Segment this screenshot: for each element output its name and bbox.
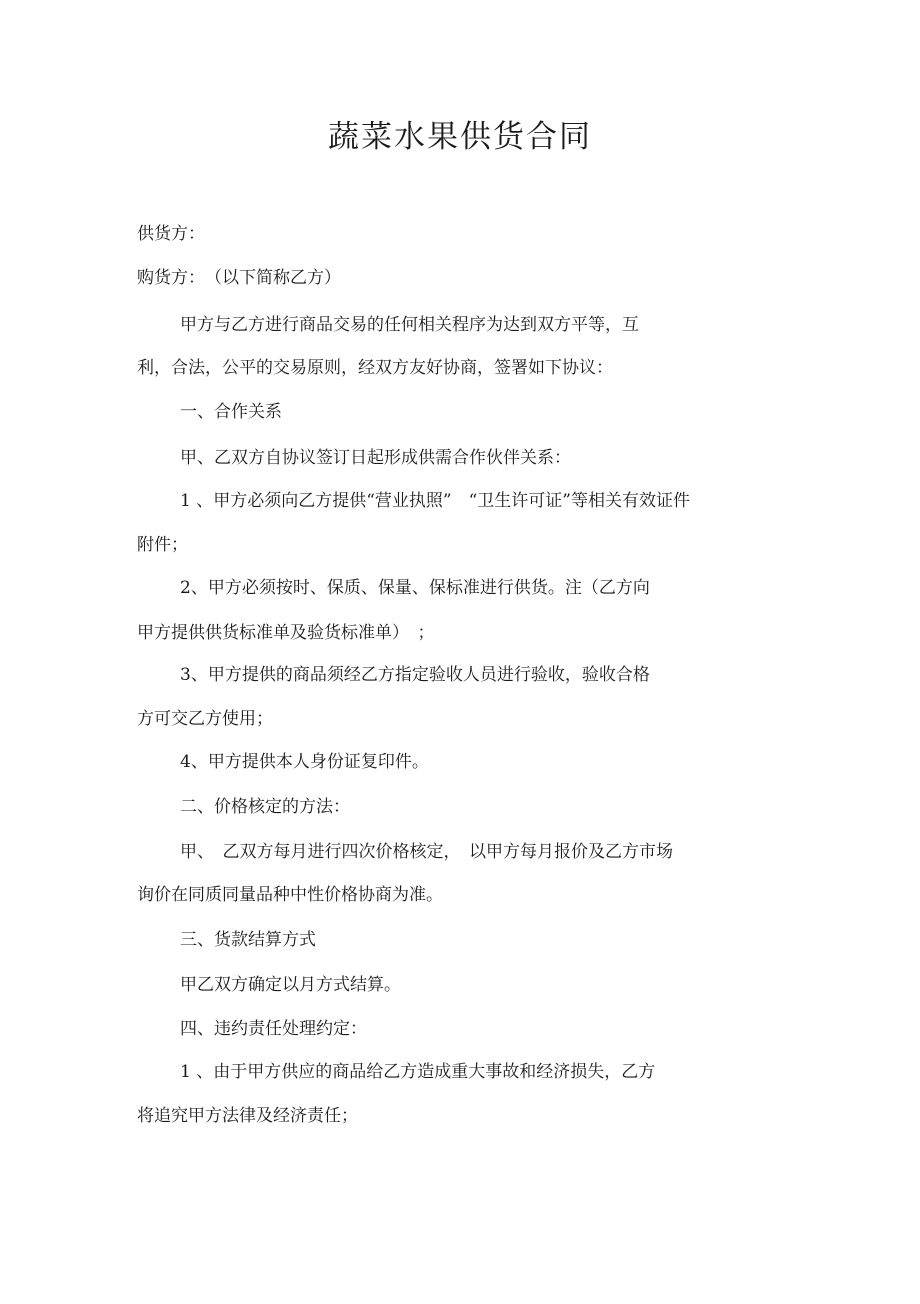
section-heading-3: 三、货款结算方式: [180, 930, 316, 950]
price-line-1: 甲、 乙双方每月进行四次价格核定， 以甲方每月报价及乙方市场: [180, 842, 673, 862]
preamble-line-2: 利，合法，公平的交易原则，经双方友好协商，签署如下协议：: [137, 358, 613, 378]
liability-line-2: 将追究甲方法律及经济责任；: [137, 1106, 358, 1126]
section-heading-2: 二、价格核定的方法：: [180, 797, 350, 817]
preamble-line-1: 甲方与乙方进行商品交易的任何相关程序为达到双方平等，互: [180, 315, 639, 335]
clause-3-line-2: 方可交乙方使用；: [137, 709, 273, 729]
clause-1-line-2: 附件；: [137, 535, 188, 555]
clause-4-line: 4、甲方提供本人身份证复印件。: [180, 752, 429, 772]
section-heading-1: 一、合作关系: [180, 402, 282, 422]
clause-2-line-1: 2、甲方必须按时、保质、保量、保标准进行供货。注（乙方向: [180, 578, 650, 598]
section-heading-4: 四、违约责任处理约定：: [180, 1019, 367, 1039]
section-1-intro: 甲、乙双方自协议签订日起形成供需合作伙伴关系：: [180, 448, 571, 468]
supplier-line: 供货方：: [137, 224, 205, 244]
clause-2-line-2: 甲方提供供货标准单及验货标准单） ；: [137, 623, 435, 643]
buyer-line: 购货方： （以下简称乙方）: [137, 268, 341, 288]
clause-1-line-1: 1 、甲方必须向乙方提供“营业执照” “卫生许可证”等相关有效证件: [180, 491, 690, 511]
settlement-line: 甲乙双方确定以月方式结算。: [180, 975, 401, 995]
document-title: 蔬菜水果供货合同: [328, 119, 592, 155]
liability-line-1: 1 、由于甲方供应的商品给乙方造成重大事故和经济损失，乙方: [180, 1062, 656, 1082]
price-line-2: 询价在同质同量品种中性价格协商为准。: [137, 885, 443, 905]
clause-3-line-1: 3、甲方提供的商品须经乙方指定验收人员进行验收，验收合格: [180, 665, 650, 685]
